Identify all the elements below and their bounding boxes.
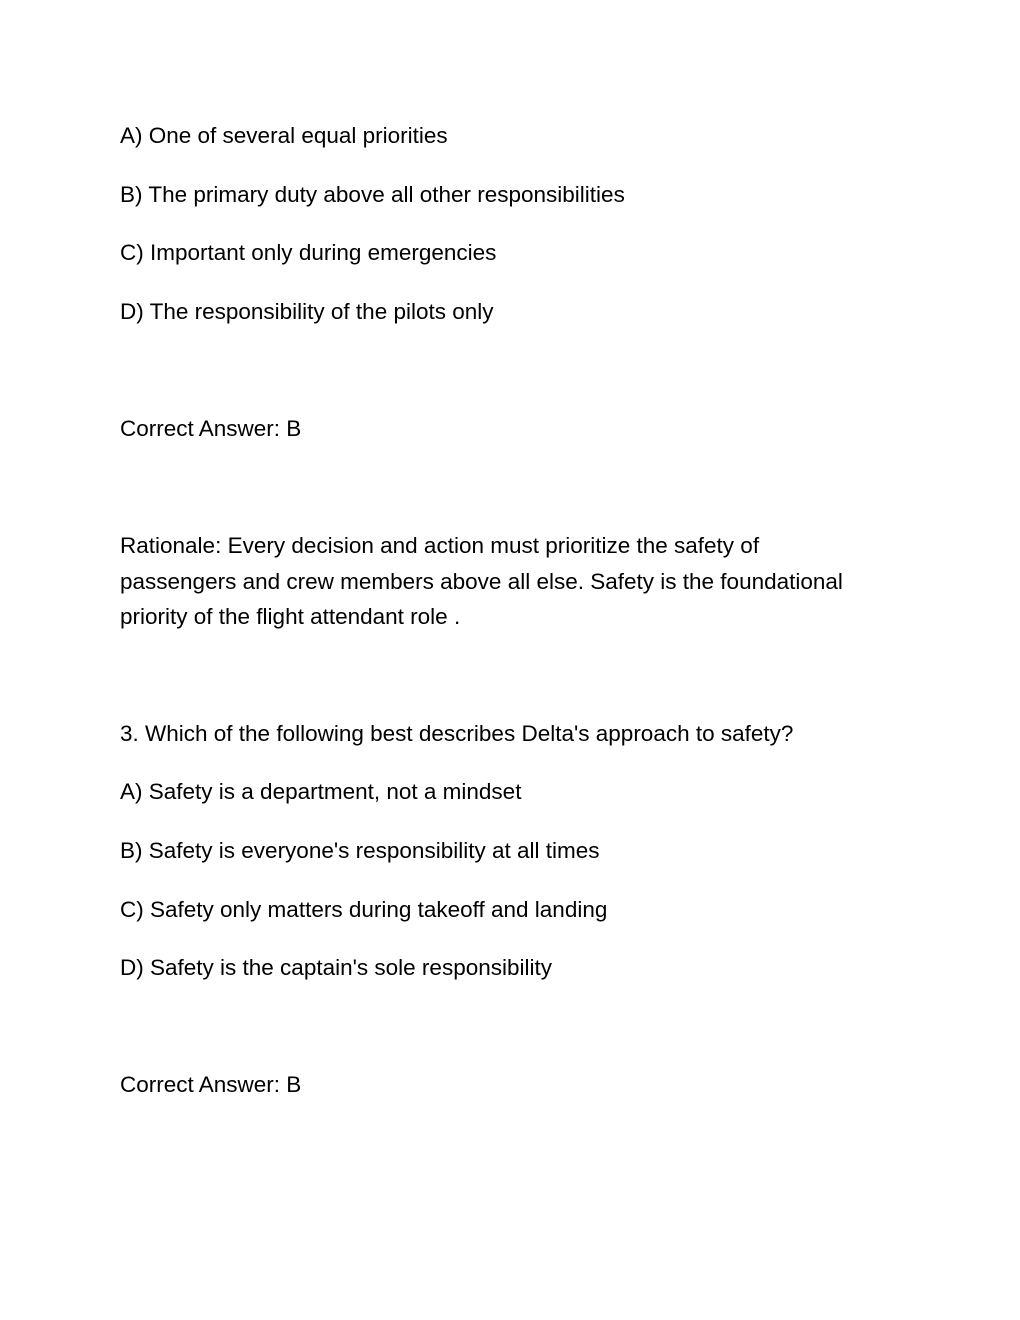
q3-option-b: B) Safety is everyone's responsibility at all times — [120, 838, 600, 863]
q3-option-a: A) Safety is a department, not a mindset — [120, 779, 522, 804]
q2-rationale-line: passengers and crew members above all else. Safety is the foundational — [120, 568, 843, 594]
q3-correct-answer: Correct Answer: B — [120, 1072, 302, 1097]
q2-option-d: D) The responsibility of the pilots only — [120, 299, 494, 324]
q3-question: 3. Which of the following best describes Delta's approach to safety? — [120, 721, 794, 746]
q2-rationale-line: Rationale: Every decision and action must prioritize the safety of — [120, 533, 760, 558]
q2-rationale — [120, 528, 910, 635]
q3-option-c: C) Safety only matters during takeoff and landing — [120, 897, 608, 922]
q3-option-d: D) Safety is the captain's sole responsibility — [120, 955, 552, 980]
q2-rationale-line: priority of the flight attendant role . — [120, 604, 461, 629]
q2-option-c: C) Important only during emergencies — [120, 240, 497, 265]
q2-option-a: A) One of several equal priorities — [120, 123, 448, 148]
q2-correct-answer: Correct Answer: B — [120, 416, 302, 441]
q2-option-b: B) The primary duty above all other responsibilities — [120, 182, 625, 207]
